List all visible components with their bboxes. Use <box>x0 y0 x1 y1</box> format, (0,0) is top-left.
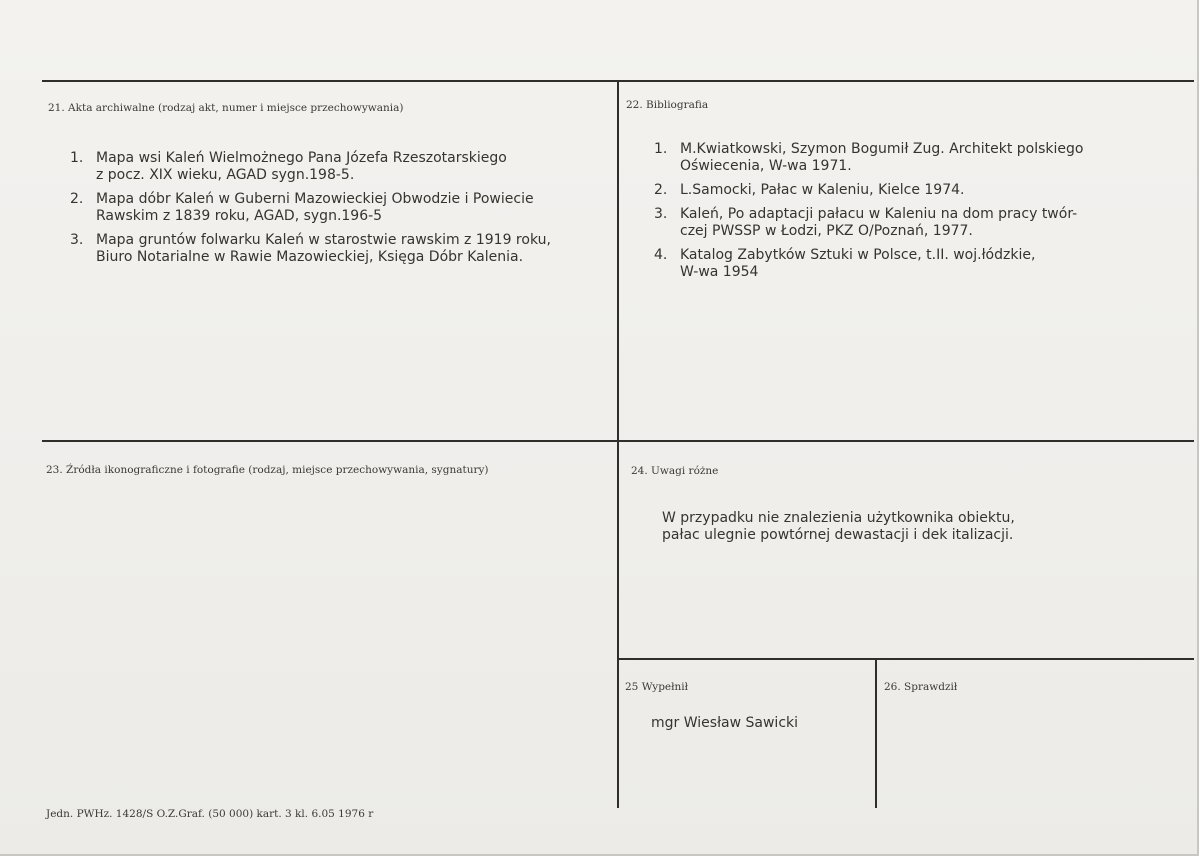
list-item: 1. Mapa wsi Kaleń Wielmożnego Pana Józefa Rzeszotarskiego z pocz. XIX wieku, AGAD sygn.198-5. <box>70 150 507 183</box>
section-22-list <box>654 141 1083 288</box>
signature-top-rule <box>619 658 1194 660</box>
section-21-title: 21. Akta archiwalne (rodzaj akt, numer i miejsce przechowywania) <box>48 102 404 114</box>
section-22-title: 22. Bibliografia <box>626 99 709 111</box>
signature-divider <box>875 660 877 808</box>
list-item: 2. Mapa dóbr Kaleń w Guberni Mazowieckiej Obwodzie i Powiecie Rawskim z 1839 roku, AGAD, sygn.196-5 <box>70 191 534 224</box>
section-26-title: 26. Sprawdził <box>884 681 958 693</box>
section-21-list <box>70 150 551 273</box>
list-item: 3. Kaleń, Po adaptacji pałacu w Kaleniu na dom pracy twór- czej PWSSP w Łodzi, PKZ O/Poznań, 1977. <box>654 206 1078 239</box>
section-23-title: 23. Źródła ikonograficzne i fotografie (rodzaj, miejsce przechowywania, sygnatury) <box>46 464 489 476</box>
print-imprint: Jedn. PWHz. 1428/S O.Z.Graf. (50 000) kart. 3 kl. 6.05 1976 r <box>46 808 374 820</box>
center-divider <box>617 80 619 808</box>
list-item: 1. M.Kwiatkowski, Szymon Bogumił Zug. Architekt polskiego Oświecenia, W-wa 1971. <box>654 141 1084 174</box>
filled-by-value: mgr Wiesław Sawicki <box>651 715 799 731</box>
section-24-remarks: W przypadku nie znalezienia użytkownika obiektu, pałac ulegnie powtórnej dewastacji i dek italizacji. <box>662 510 1015 543</box>
section-25-title: 25 Wypełnił <box>625 681 689 693</box>
section-24-title: 24. Uwagi różne <box>631 465 719 477</box>
list-item: 3. Mapa gruntów folwarku Kaleń w starostwie rawskim z 1919 roku, Biuro Notarialne w Rawie Mazowieckiej, Księga Dóbr Kalenia. <box>70 232 551 265</box>
list-item: 4. Katalog Zabytków Sztuki w Polsce, t.II. woj.łódzkie, W-wa 1954 <box>654 247 1036 280</box>
list-item: 2. L.Samocki, Pałac w Kaleniu, Kielce 1974. <box>654 182 965 198</box>
